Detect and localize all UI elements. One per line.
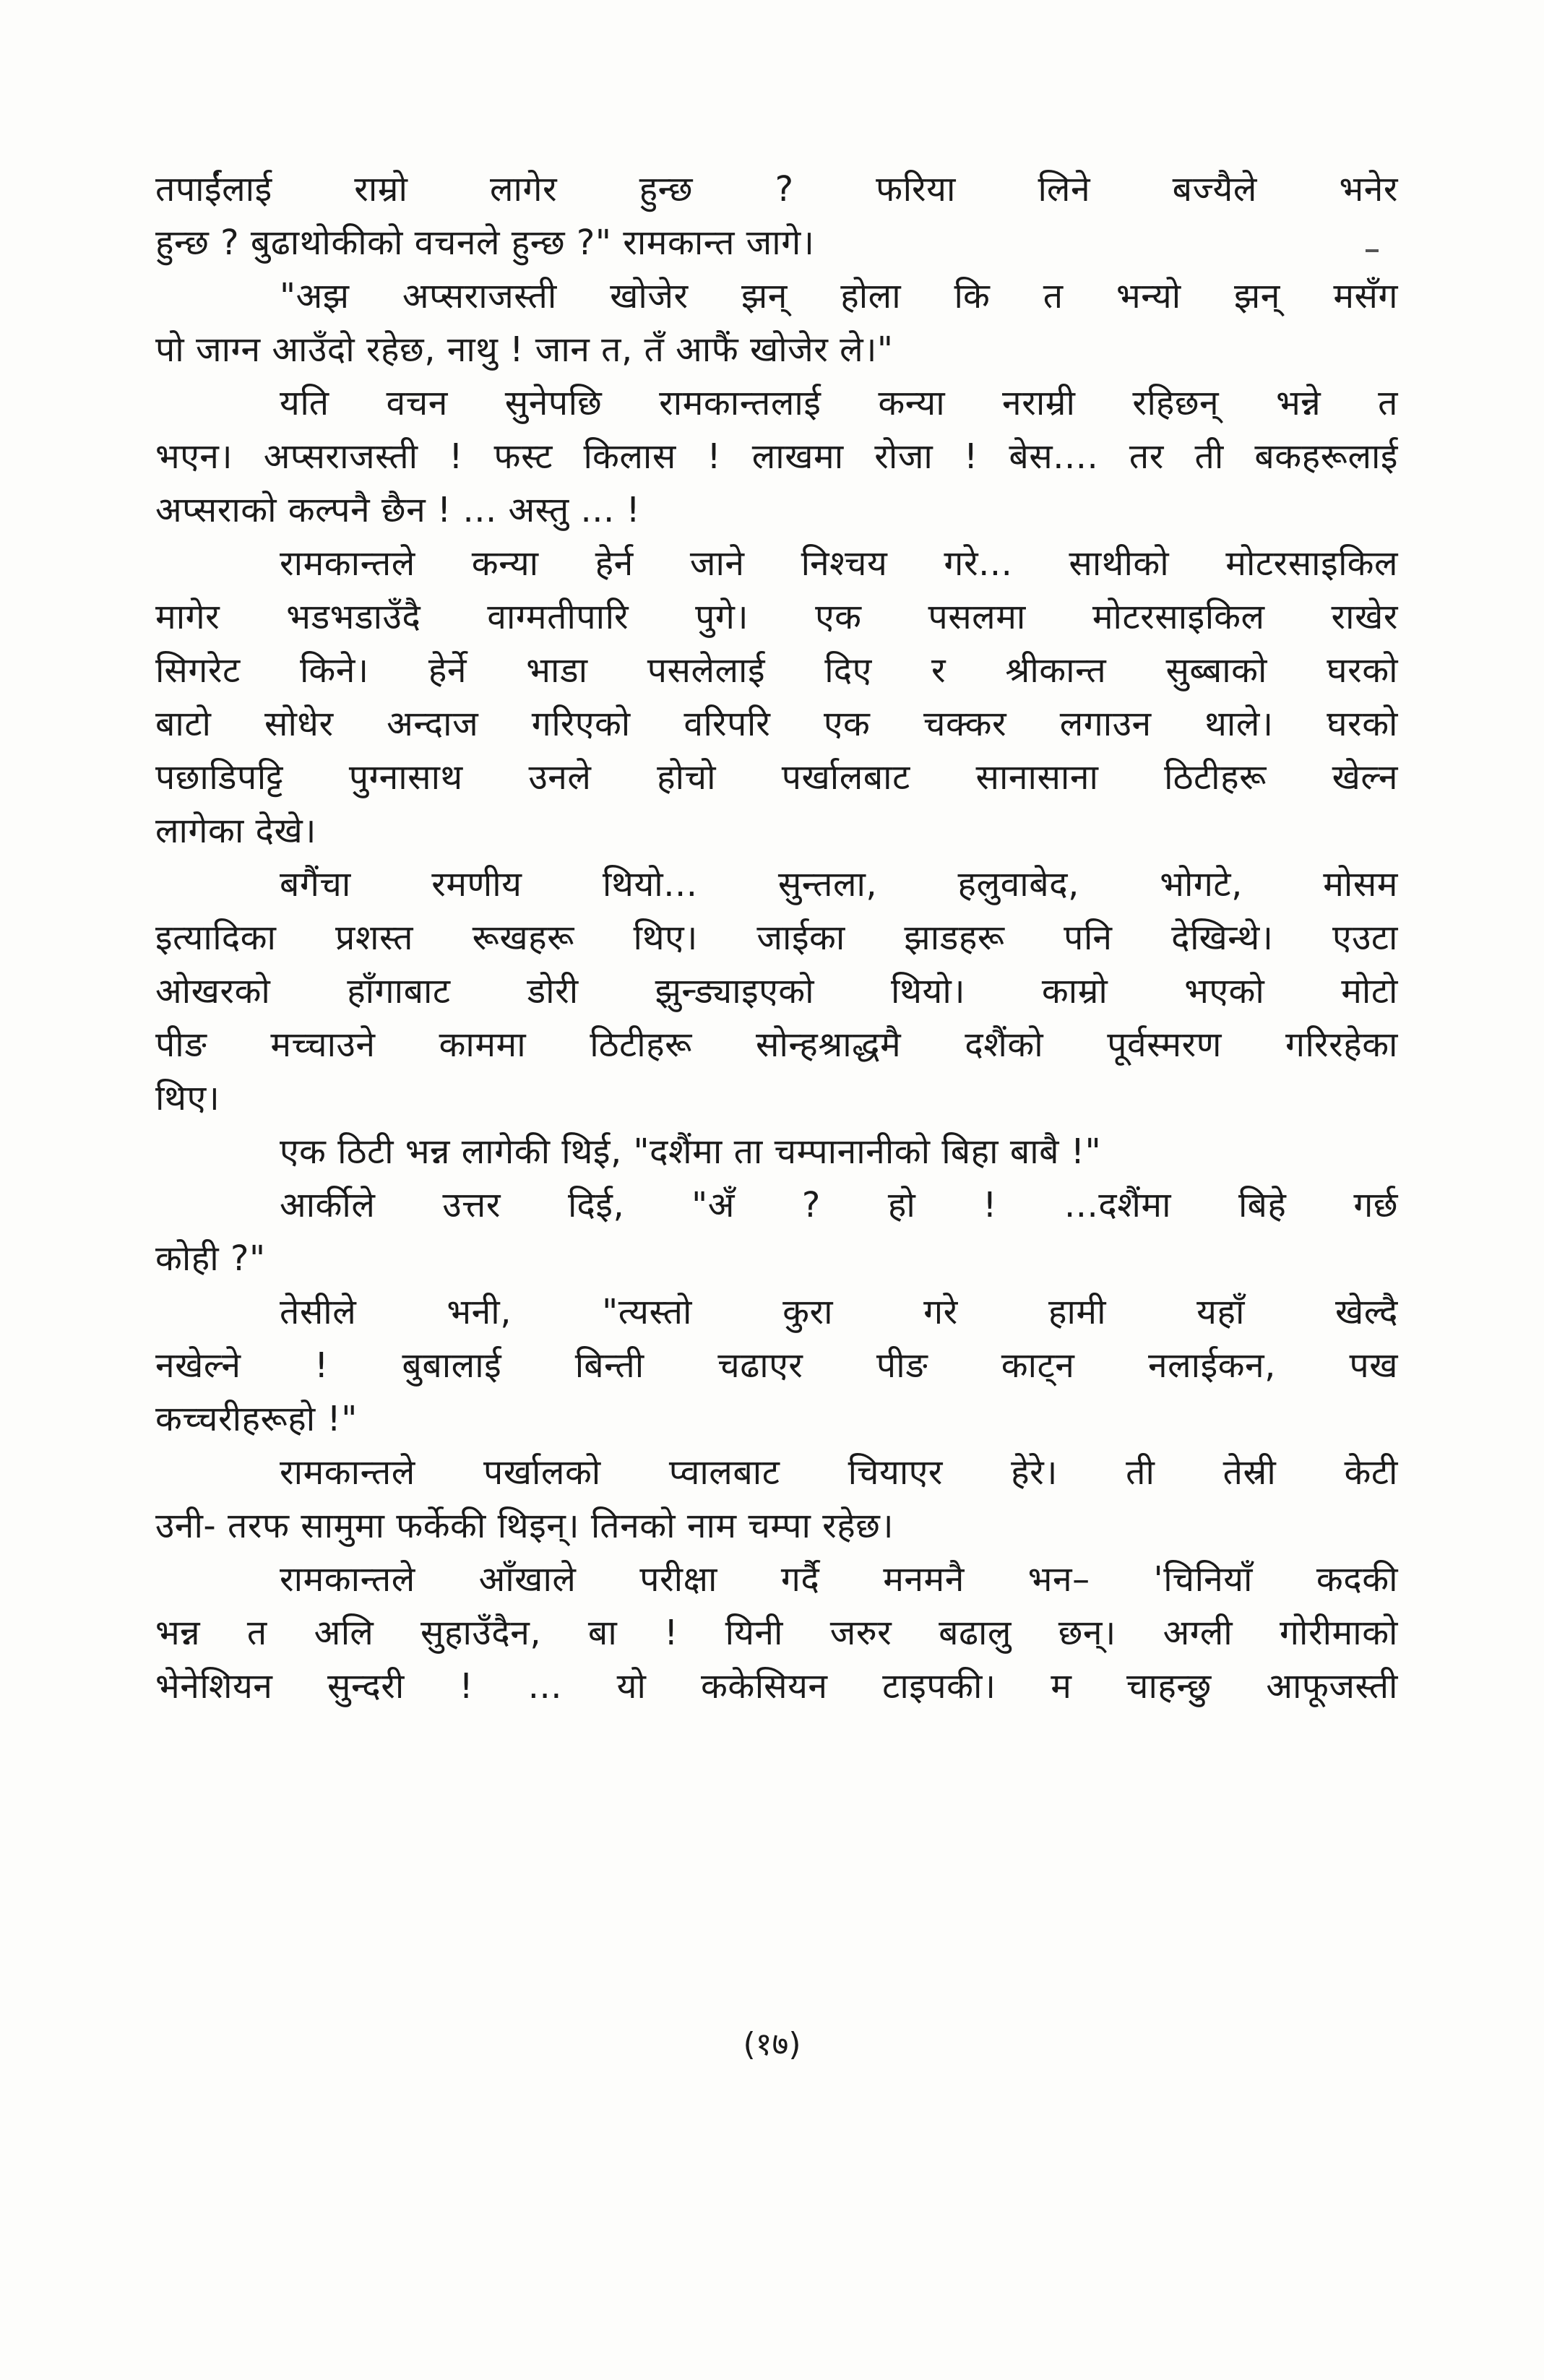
text-line: एक ठिटी भन्न लागेकी थिई, "दशैंमा ता चम्पानानीको बिहा बाबै !" — [280, 1131, 1102, 1172]
text-line: पो जाग्न आउँदो रहेछ, नाथु ! जान त, तँ आफैं खोजेर ले।" — [155, 329, 894, 370]
text-line: तपाईंलाई राम्रो लागेर हुन्छ ? फरिया लिने बज्यैले भनेर — [155, 169, 1398, 210]
text-line: हुन्छ ? बुढाथोकीको वचनले हुन्छ ?" रामकान्त जागे। — [155, 223, 815, 263]
text-line: रामकान्तले पर्खालको प्वालबाट चियाएर हेरे। ती तेस्री केटी — [280, 1452, 1398, 1493]
text-line: बाटो सोधेर अन्दाज गरिएको वरिपरि एक चक्कर लगाउन थाले। घरको — [155, 704, 1398, 744]
text-line: अप्सराको कल्पनै छैन ! ... अस्तु ... ! — [155, 490, 641, 530]
text-line: मागेर भडभडाउँदै वाग्मतीपारि पुगे। एक पसलमा मोटरसाइकिल राखेर — [155, 597, 1398, 637]
page-number: (१७) — [743, 2026, 801, 2063]
text-line: उनी- तरफ सामुमा फर्केकी थिइन्। तिनको नाम चम्पा रहेछ। — [155, 1506, 894, 1546]
text-line: रामकान्तले कन्या हेर्न जाने निश्चय गरे... साथीको मोटरसाइकिल — [280, 543, 1398, 584]
text-line: इत्यादिका प्रशस्त रूखहरू थिए। जाईका झाडहरू पनि देखिन्थे। एउटा — [155, 918, 1398, 958]
text-line: भएन। अप्सराजस्ती ! फस्ट किलास ! लाखमा रोजा ! बेस.... तर ती बकहरूलाई — [155, 436, 1398, 477]
text-line: आर्कीले उत्तर दिई, "अँ ? हो ! ...दशैंमा बिहे गर्छ — [280, 1185, 1398, 1225]
text-line: सिगरेट किने। हेर्ने भाडा पसलेलाई दिए र श्रीकान्त सुब्बाको घरको — [155, 650, 1398, 691]
text-line: कोही ?" — [155, 1238, 266, 1279]
text-line: बगैंचा रमणीय थियो... सुन्तला, हलुवाबेद, भोगटे, मोसम — [280, 864, 1398, 905]
text-line: तेसीले भनी, "त्यस्तो कुरा गरे हामी यहाँ खेल्दै — [280, 1292, 1398, 1332]
text-line: यति वचन सुनेपछि रामकान्तलाई कन्या नराम्री रहिछन् भन्ने त — [280, 383, 1398, 423]
text-line: ओखरको हाँगाबाट डोरी झुन्ड्याइएको थियो। काम्रो भएको मोटो — [155, 971, 1398, 1012]
text-line: भेनेशियन सुन्दरी ! ... यो ककेसियन टाइपकी। म चाहन्छु आफूजस्ती — [155, 1666, 1398, 1707]
text-line: थिए। — [155, 1078, 220, 1118]
text-line: "अझ अप्सराजस्ती खोजेर झन् होला कि त भन्यो झन् मसँग — [280, 276, 1398, 316]
text-line: रामकान्तले आँखाले परीक्षा गर्दै मनमनै भन– 'चिनियाँ कदकी — [280, 1559, 1398, 1600]
text-line: भन्न त अलि सुहाउँदैन, बा ! यिनी जरुर बढालु छन्। अग्ली गोरीमाको — [155, 1613, 1398, 1653]
text-line: लागेका देखे। — [155, 811, 316, 851]
text-line: पीङ मच्चाउने काममा ठिटीहरू सोन्हश्राद्धमै दशैंको पूर्वस्मरण गरिरहेका — [155, 1025, 1398, 1065]
text-line: पछाडिपट्टि पुग्नासाथ उनले होचो पर्खालबाट सानासाना ठिटीहरू खेल्न — [155, 757, 1398, 798]
text-line: नखेल्ने ! बुबालाई बिन्ती चढाएर पीङ काट्न नलाईकन, पख — [155, 1345, 1398, 1386]
body-text — [155, 163, 1398, 1713]
text-line: कच्चरीहरूहो !" — [155, 1399, 358, 1439]
